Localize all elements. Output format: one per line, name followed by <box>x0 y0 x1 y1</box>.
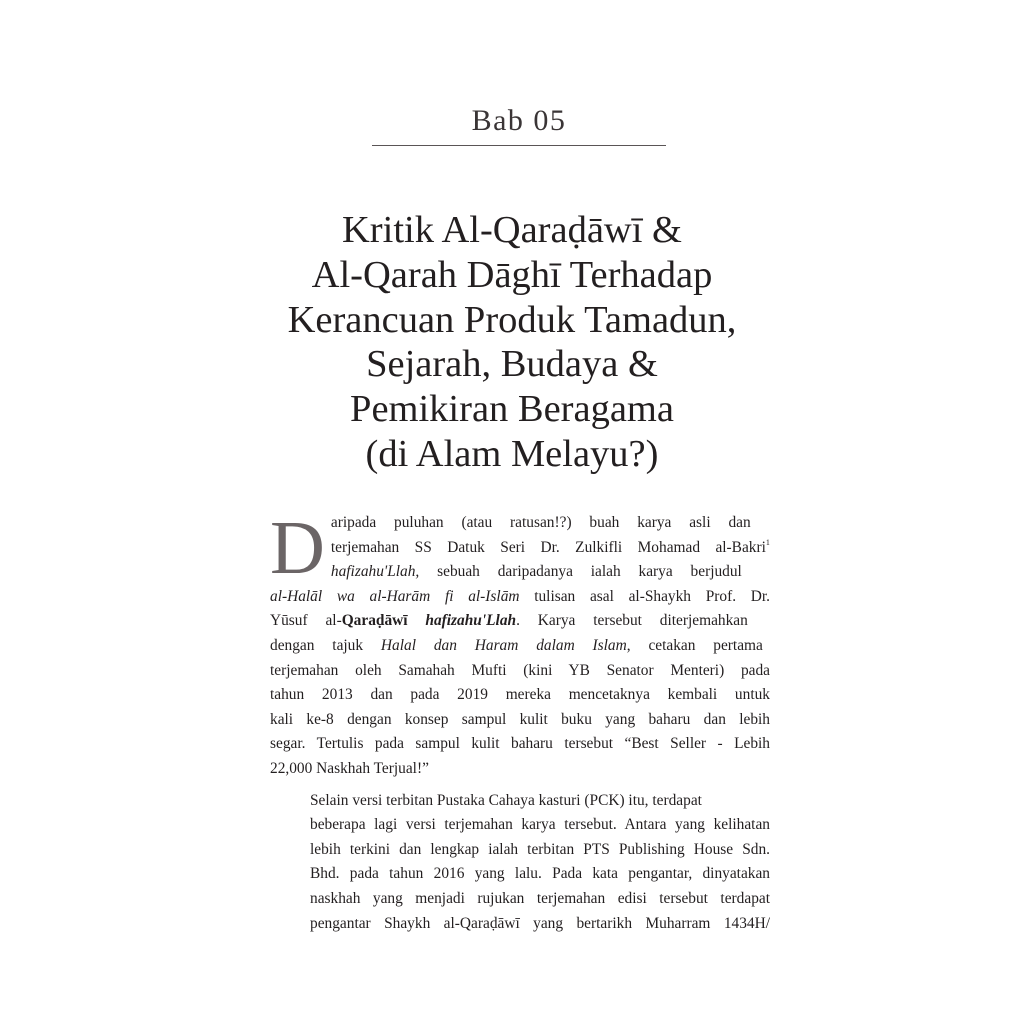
text-line: aripada puluhan (atau ratusan!?) buah karya asli dan <box>330 514 751 531</box>
text-line: dengan tajuk Halal dan Haram dalam Islam, cetakan pertama <box>270 636 763 654</box>
title-line: (di Alam Melayu?) <box>365 432 659 475</box>
text-line: 22,000 Naskhah Terjual!” <box>270 759 429 777</box>
title-line: Kritik Al-Qaraḍāwī & <box>342 209 682 251</box>
footnote-ref[interactable]: 1 <box>765 537 770 547</box>
text-line: Bhd. pada tahun 2016 yang lalu. Pada kata pengantar, dinyatakan <box>310 865 770 883</box>
text-line: lebih terkini dan lengkap ialah terbitan PTS Publishing House Sdn. <box>310 840 770 858</box>
text-line: pengantar Shaykh al-Qaraḍāwī yang bertarikh Muharram 1434H/ <box>310 914 770 932</box>
text-line: al-Halāl wa al-Harām fi al-Islām tulisan asal al-Shaykh Prof. Dr. <box>270 587 770 605</box>
title-line: Pemikiran Beragama <box>350 388 674 431</box>
text-line: segar. Tertulis pada sampul kulit baharu tersebut “Best Seller - Lebih <box>270 735 770 753</box>
body-text <box>270 506 770 936</box>
paragraph-1 <box>270 506 770 782</box>
text-line: naskhah yang menjadi rujukan terjemahan edisi tersebut terdapat <box>310 889 770 907</box>
title-line: Al-Qarah Dāghī Terhadap <box>311 253 713 296</box>
text-line: terjemahan oleh Samahah Mufti (kini YB Senator Menteri) pada <box>270 661 770 679</box>
paragraph-2 <box>270 789 770 937</box>
text-line: Yūsuf al-Qaraḍāwī hafizahu'Llah. Karya tersebut diterjemahkan <box>270 612 748 630</box>
text-line: kali ke-8 dengan konsep sampul kulit buku yang baharu dan lebih <box>270 710 770 728</box>
text-line: tahun 2013 dan pada 2019 mereka mencetaknya kembali untuk <box>270 686 770 704</box>
chapter-title <box>200 208 824 477</box>
drop-cap: D <box>270 506 325 590</box>
chapter-divider <box>372 145 666 146</box>
text-line: Selain versi terbitan Pustaka Cahaya kasturi (PCK) itu, terdapat <box>310 791 702 809</box>
chapter-label: Bab 05 <box>471 104 567 137</box>
text-line: terjemahan SS Datuk Seri Dr. Zulkifli Mohamad al-Bakri$^1$ <box>330 537 770 556</box>
text-line: beberapa lagi versi terjemahan karya tersebut. Antara yang kelihatan <box>310 816 770 834</box>
title-line: Kerancuan Produk Tamadun, <box>287 298 737 341</box>
text-line: hafizahu'Llah, sebuah daripadanya ialah karya berjudul <box>330 563 742 581</box>
title-line: Sejarah, Budaya & <box>366 343 658 386</box>
